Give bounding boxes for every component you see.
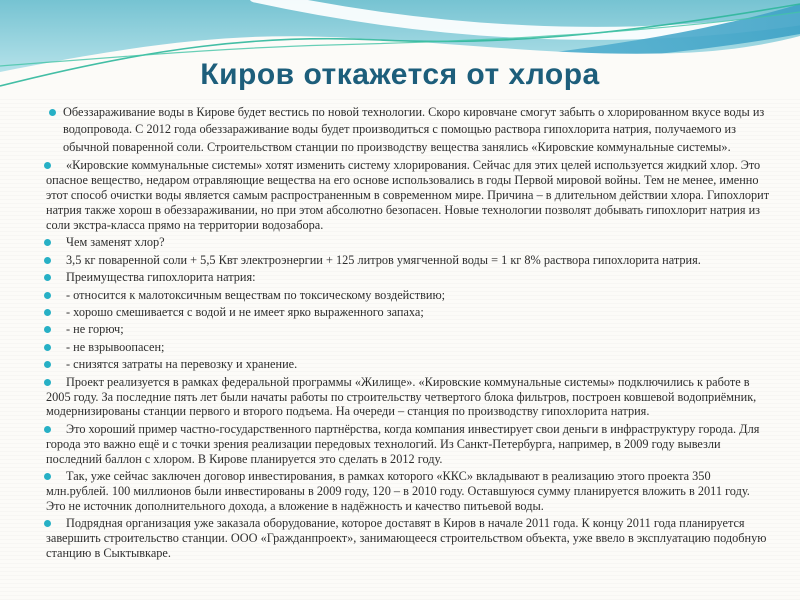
list-item-text: Так, уже сейчас заключен договор инвестирования, в рамках которого «ККС» вкладывают в реализацию этого проекта 350 млн.рублей. 100 миллионов были инвестированы в 2009 году, 120 – в 2010 году. Оставшуюся сумму планируется вложить в 2011 году. Это не источник дополнительного дохода, а вложение в надёжность и качество питьевой воды. <box>46 469 750 513</box>
list-item <box>0 158 772 233</box>
bullet-icon <box>44 473 51 480</box>
list-item-text: «Кировские коммунальные системы» хотят изменить систему хлорирования. Сейчас для этих целей используется жидкий хлор. Это опасное вещество, недаром отравляющие вещества на его основе использовались в годы Первой мировой войны. Тем не менее, именно этот способ очистки воды является самым распространенным в современном мире. Причина – в длительном действии хлора. Гипохлорит натрия также хорош в обеззараживании, но при этом абсолютно безопасен. Новые технологии позволят добывать гипохлорит натрия из соли экстра-класса прямо на территории водозабора. <box>46 158 770 233</box>
list-item <box>0 288 772 303</box>
list-item <box>0 516 772 561</box>
bullet-icon <box>44 361 51 368</box>
page-title: Киров откажется от хлора <box>200 58 600 91</box>
list-item-text: 3,5 кг поваренной соли + 5,5 Квт электроэнергии + 125 литров умягченной воды = 1 кг 8% раствора гипохлорита натрия. <box>66 252 701 267</box>
bullet-icon <box>44 239 51 246</box>
list-item <box>0 469 772 514</box>
bullet-list <box>0 104 772 564</box>
bullet-icon <box>44 326 51 333</box>
bullet-icon <box>44 257 51 264</box>
list-item <box>0 305 772 320</box>
bullet-icon <box>44 426 51 433</box>
list-item-text: Обеззараживание воды в Кирове будет вестись по новой технологии. Скоро кировчане смогут забыть о хлорированном вкусе воды из водопровода. С 2012 года обеззараживание воды будет производиться с помощью раствора гипохлорита натрия, получаемого из обычной поваренной соли. Строительством станции по производству вещества занялись «Кировские коммунальные системы». <box>63 105 765 154</box>
bullet-icon <box>44 344 51 351</box>
bullet-icon <box>44 274 51 281</box>
bullet-icon <box>44 520 51 527</box>
list-item <box>0 322 772 337</box>
list-item-text: - относится к малотоксичным веществам по токсическому воздействию; <box>66 287 446 302</box>
list-item-text: - снизятся затраты на перевозку и хранение. <box>66 357 298 372</box>
list-item-text: Это хороший пример частно-государственного партнёрства, когда компания инвестирует свои деньги в инфраструктуру города. Для города это важно ещё и с точки зрения реализации передовых технологий. Из Санкт-Петербурга, например, в 2009 году вывезли последний баллон с хлором. В Кирове планируется это сделать в 2012 году. <box>46 421 760 466</box>
list-item-text: Чем заменят хлор? <box>66 235 165 250</box>
list-item <box>0 253 772 268</box>
list-item <box>0 422 772 467</box>
bullet-icon <box>44 379 51 386</box>
list-item <box>0 104 772 156</box>
list-item <box>0 270 772 285</box>
bullet-icon <box>49 109 56 116</box>
list-item-text: - не горюч; <box>66 322 124 337</box>
list-item-text: Преимущества гипохлорита натрия: <box>66 270 256 285</box>
list-item-text: - хорошо смешивается с водой и не имеет ярко выраженного запаха; <box>66 305 424 320</box>
list-item <box>0 357 772 372</box>
bullet-icon <box>44 309 51 316</box>
list-item-text: - не взрывоопасен; <box>66 339 165 354</box>
list-item-text: Подрядная организация уже заказала оборудование, которое доставят в Киров в начале 2011 года. К концу 2011 года планируется завершить строительство станции. ООО «Гражданпроект», занимающееся строительством объекта, уже ввело в эксплуатацию подобную станцию в Сыктывкаре. <box>46 516 767 561</box>
list-item-text: Проект реализуется в рамках федеральной программы «Жилище». «Кировские коммунальные системы» подключились к работе в 2005 году. За последние пять лет были начаты работы по строительству четвертого блока фильтров, построен ковшевой водоприёмник, модернизированы станции первого и второго подъема. На очереди – станция по производству гипохлорита натрия. <box>46 374 757 419</box>
bullet-icon <box>44 292 51 299</box>
list-item <box>0 340 772 355</box>
list-item <box>0 375 772 420</box>
list-item <box>0 235 772 250</box>
bullet-icon <box>44 162 51 169</box>
